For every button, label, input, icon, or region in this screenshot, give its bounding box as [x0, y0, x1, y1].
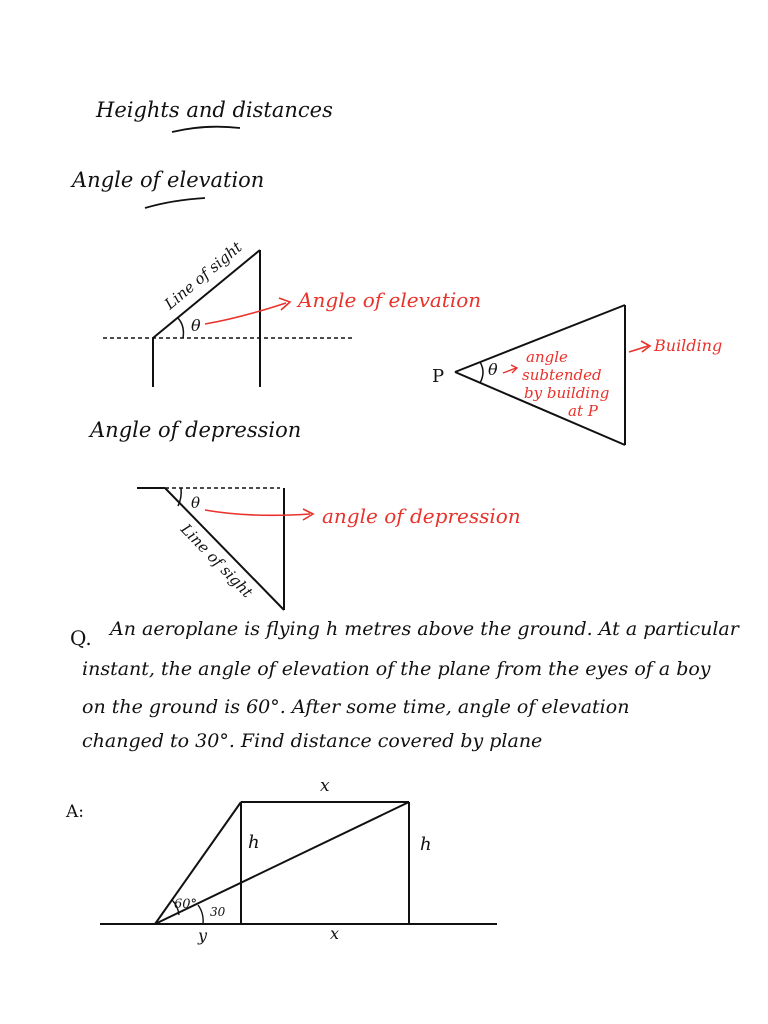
question-label: Q.	[70, 626, 92, 650]
depression-heading: Angle of depression	[90, 418, 302, 442]
building-label: Building	[654, 336, 723, 355]
answer-right-h: h	[420, 834, 432, 855]
answer-label: A:	[66, 802, 85, 822]
depression-line-label: Line of sight	[177, 520, 257, 602]
question-line-2: instant, the angle of elevation of the plane from the eyes of a boy	[82, 658, 711, 680]
elevation-annotation: Angle of elevation	[298, 288, 482, 312]
subtended-line-2: subtended	[522, 366, 602, 384]
question-line-3: on the ground is 60°. After some time, angle of elevation	[82, 696, 630, 718]
building-theta: θ	[488, 360, 498, 379]
answer-top-x: x	[320, 776, 330, 796]
depression-annotation: angle of depression	[322, 504, 521, 528]
answer-angle-30: 30	[210, 905, 226, 919]
subtended-line-4: at P	[568, 402, 598, 420]
answer-bottom-y: y	[198, 926, 208, 945]
subtended-line-3: by building	[524, 384, 610, 402]
elevation-line-label: Line of sight	[161, 238, 246, 314]
elevation-theta: θ	[191, 316, 201, 335]
point-p-label: P	[432, 366, 445, 387]
answer-bottom-x: x	[330, 924, 340, 943]
answer-left-h: h	[248, 832, 260, 853]
depression-theta: θ	[191, 494, 201, 512]
answer-angle-60: 60°	[174, 897, 198, 912]
elevation-heading: Angle of elevation	[72, 168, 265, 192]
question-line-4: changed to 30°. Find distance covered by plane	[82, 730, 543, 752]
page-title: Heights and distances	[96, 98, 333, 122]
question-line-1: An aeroplane is flying h metres above the ground. At a particular	[110, 618, 739, 640]
subtended-line-1: angle	[526, 348, 568, 366]
